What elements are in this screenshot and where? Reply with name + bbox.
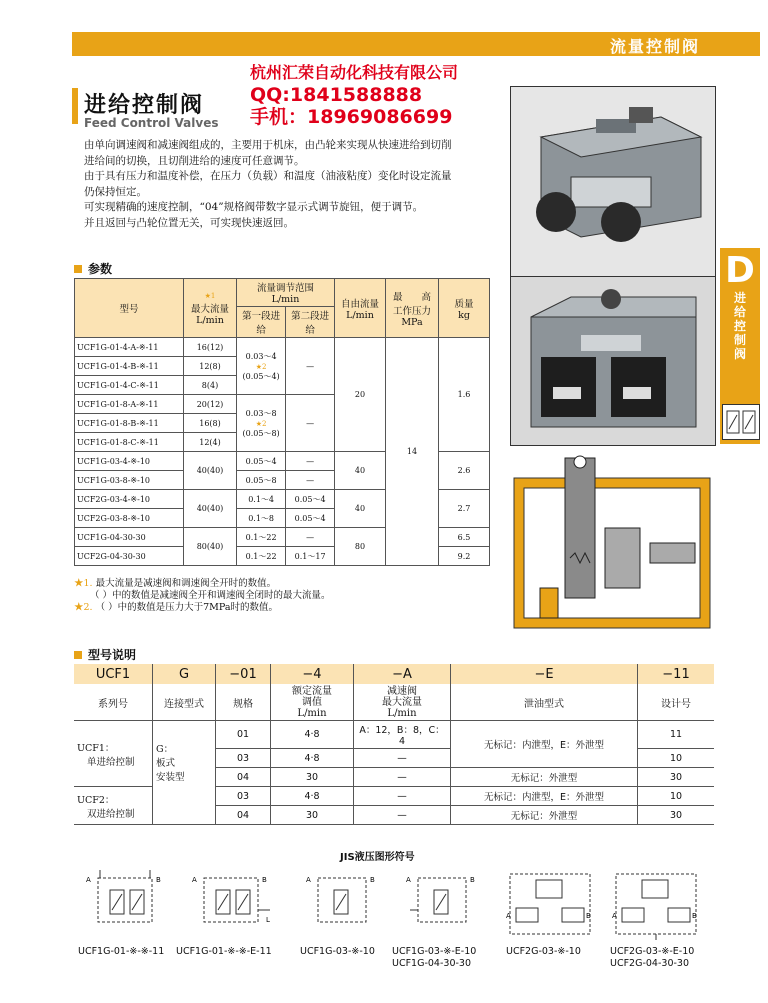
model-cell: UCF1G-01-8-A-※-11 xyxy=(75,395,184,414)
col-free-flow-label: 自由流量 xyxy=(340,298,379,310)
free-cell: 80 xyxy=(335,528,386,566)
decel-cell: — xyxy=(354,749,451,768)
decel-cell: A：12，B：8，C：4 xyxy=(354,721,451,749)
col-stage1: 第一段进给 xyxy=(237,307,286,338)
series-ucf2-cell xyxy=(74,787,153,825)
port-a-label: A xyxy=(86,876,91,884)
valve-symbol-icon xyxy=(722,404,760,440)
col-max-flow xyxy=(184,279,237,338)
jis-label-6a: UCF2G-03-※-E-10 xyxy=(610,946,695,957)
s2-cell: — xyxy=(286,471,335,490)
series-ucf1-cell xyxy=(74,721,153,787)
port-b-label: B xyxy=(692,912,697,920)
s2-cell: 0.05～4 xyxy=(286,509,335,528)
col-max-flow-unit: L/min xyxy=(196,315,224,326)
s1-value: 0.03～4 xyxy=(245,351,277,361)
star2-marker: ★2 xyxy=(255,419,267,428)
mass-cell: 2.7 xyxy=(439,490,490,528)
port-a-label: A xyxy=(192,876,197,884)
s2-cell: 0.05～4 xyxy=(286,490,335,509)
model-cell: UCF1G-01-8-B-※-11 xyxy=(75,414,184,433)
drain-cell: 无标记：内泄型，E：外泄型 xyxy=(451,787,638,806)
col-free-flow-unit: L/min xyxy=(346,309,374,321)
col-free-flow xyxy=(335,279,386,338)
s1-cell: 0.1～4 xyxy=(237,490,286,509)
series-ucf2: UCF2： xyxy=(77,794,115,806)
port-a-label: A xyxy=(506,912,511,920)
decel-cell: — xyxy=(354,787,451,806)
valve-photo-2 xyxy=(510,276,716,446)
company-watermark xyxy=(250,62,458,128)
mass-cell: 2.6 xyxy=(439,452,490,490)
s1-cell xyxy=(237,395,286,452)
model-cell: UCF1G-01-8-C-※-11 xyxy=(75,433,184,452)
s2-cell: — xyxy=(286,528,335,547)
label-size: 规格 xyxy=(216,684,271,721)
design-cell: 30 xyxy=(638,768,715,787)
col-stage2: 第二段进给 xyxy=(286,307,335,338)
cross-section-image xyxy=(510,448,714,634)
free-cell: 20 xyxy=(335,338,386,452)
decel-cell: — xyxy=(354,768,451,787)
col-pressure-unit: MPa xyxy=(401,316,423,328)
jis-symbol-6 xyxy=(612,870,702,944)
category-label: 进给控制阀 xyxy=(733,291,746,361)
table-notes xyxy=(74,578,331,614)
note-2-text: （ ）中的数值是压力大于7MPa时的数值。 xyxy=(95,602,279,613)
label-flow: 额定流量 调值 L/min xyxy=(271,684,354,721)
label-conn: 连接型式 xyxy=(153,684,216,721)
flow-cell: 20(12) xyxy=(184,395,237,414)
size-cell: 04 xyxy=(216,806,271,825)
model-cell: UCF2G-03-8-※-10 xyxy=(75,509,184,528)
jis-symbol-1 xyxy=(80,870,170,944)
flow-cell: 30 xyxy=(271,768,354,787)
col-model: 型号 xyxy=(75,279,184,338)
params-table xyxy=(74,278,490,566)
s2-cell: — xyxy=(286,338,335,395)
code-drain: −E xyxy=(451,664,638,684)
jis-label-2: UCF1G-01-※-※-E-11 xyxy=(176,946,272,957)
star2-marker: ★2 xyxy=(255,362,267,371)
conn-g: G： xyxy=(156,744,174,755)
s1-cell: 0.05～8 xyxy=(237,471,286,490)
s1-cell: 0.05～4 xyxy=(237,452,286,471)
col-range xyxy=(237,279,335,307)
label-decel: 减速阀 最大流量 L/min xyxy=(354,684,451,721)
model-cell: UCF1G-01-4-A-※-11 xyxy=(75,338,184,357)
params-section-title: 参数 xyxy=(88,262,113,276)
series-ucf2-desc: 双进给控制 xyxy=(87,808,135,820)
s2-cell: — xyxy=(286,452,335,471)
s1-cell: 0.1～8 xyxy=(237,509,286,528)
code-flow: −4 xyxy=(271,664,354,684)
code-size: −01 xyxy=(216,664,271,684)
port-a-label: A xyxy=(306,876,311,884)
s1-cell: 0.1～22 xyxy=(237,528,286,547)
company-qq: QQ:1841588888 xyxy=(250,84,423,106)
page-title: 进给控制阀 xyxy=(84,93,205,118)
note-2-star: ★2. xyxy=(74,602,93,613)
port-b-label: B xyxy=(586,912,591,920)
jis-title: JIS液压图形符号 xyxy=(340,852,415,863)
label-drain: 泄油型式 xyxy=(451,684,638,721)
jis-label-4a: UCF1G-03-※-E-10 xyxy=(392,946,477,957)
conn-desc2: 安装型 xyxy=(156,772,185,783)
intro-line: 进给间的切换，且切削进给的速度可任意调节。 xyxy=(84,154,305,167)
jis-label-4 xyxy=(392,946,476,970)
col-range-unit: L/min xyxy=(271,294,300,305)
jis-label-4b: UCF1G-04-30-30 xyxy=(392,958,472,969)
size-cell: 03 xyxy=(216,749,271,768)
note-1 xyxy=(74,578,331,590)
col-mass-unit: kg xyxy=(458,309,470,321)
intro-line: 可实现精确的速度控制，“04”规格阀带数字显示式调节旋钮，便于调节。 xyxy=(84,201,424,213)
code-decel: −A xyxy=(354,664,451,684)
cross-section-diagram xyxy=(510,448,714,634)
label-series: 系列号 xyxy=(74,684,153,721)
s1-cell xyxy=(237,338,286,395)
flow-cell: 80(40) xyxy=(184,528,237,566)
decel-cell: — xyxy=(354,806,451,825)
drain-cell: 无标记：内泄型，E：外泄型 xyxy=(451,721,638,768)
model-code-table xyxy=(74,664,714,825)
s1-value: 0.03～8 xyxy=(245,408,277,418)
s1-cell: 0.1～22 xyxy=(237,547,286,566)
flow-cell: 8(4) xyxy=(184,376,237,395)
free-cell: 40 xyxy=(335,452,386,490)
model-cell: UCF2G-03-4-※-10 xyxy=(75,490,184,509)
flow-cell: 16(12) xyxy=(184,338,237,357)
design-cell: 11 xyxy=(638,721,715,749)
flow-cell: 12(8) xyxy=(184,357,237,376)
category-letter: D xyxy=(725,250,755,291)
note-1-star: ★1. xyxy=(74,578,93,589)
mass-cell: 6.5 xyxy=(439,528,490,547)
s2-cell: 0.1～17 xyxy=(286,547,335,566)
intro-line: 由单向调速阀和减速阀组成的，主要用于机床，由凸轮来实现从快速进给到切削 xyxy=(84,139,452,151)
port-a-label: A xyxy=(406,876,411,884)
col-max-flow-label: 最大流量 xyxy=(190,304,229,315)
intro-line: 仍保持恒定。 xyxy=(84,185,147,198)
company-mobile: 手机：18969086699 xyxy=(250,106,453,128)
port-b-label: B xyxy=(156,876,161,884)
port-b-label: B xyxy=(370,876,375,884)
model-section-title: 型号说明 xyxy=(88,648,137,662)
intro-text xyxy=(84,138,494,231)
company-name: 杭州汇荣自动化科技有限公司 xyxy=(250,63,459,82)
jis-label-6 xyxy=(610,946,694,970)
flow-cell: 4·8 xyxy=(271,749,354,768)
intro-line: 由于具有压力和温度补偿，在压力（负载）和温度（油液粘度）变化时设定流量 xyxy=(84,170,452,182)
drain-cell: 无标记：外泄型 xyxy=(451,806,638,825)
series-ucf1-desc: 单进给控制 xyxy=(87,756,135,768)
jis-symbol-5 xyxy=(506,870,596,944)
free-cell: 40 xyxy=(335,490,386,528)
section-header-bar xyxy=(72,32,760,56)
note-2 xyxy=(74,602,331,614)
design-cell: 10 xyxy=(638,787,715,806)
col-pressure xyxy=(386,279,439,338)
jis-symbol-3 xyxy=(302,870,382,944)
port-a-label: A xyxy=(612,912,617,920)
port-b-label: B xyxy=(470,876,475,884)
valve-photo-1 xyxy=(510,86,716,278)
model-cell: UCF1G-01-4-B-※-11 xyxy=(75,357,184,376)
s1-value-alt: (0.05～4) xyxy=(242,371,280,381)
col-range-label: 流量调节范围 xyxy=(256,283,314,294)
port-l-label: L xyxy=(266,916,270,924)
design-cell: 30 xyxy=(638,806,715,825)
mass-cell: 9.2 xyxy=(439,547,490,566)
size-cell: 01 xyxy=(216,721,271,749)
jis-symbol-2 xyxy=(186,870,276,944)
jis-label-1: UCF1G-01-※-※-11 xyxy=(78,946,165,957)
model-cell: UCF1G-03-8-※-10 xyxy=(75,471,184,490)
intro-line: 并且返回与凸轮位置无关，可实现快速返回。 xyxy=(84,216,294,229)
flow-cell: 4·8 xyxy=(271,787,354,806)
section-title: 流量控制阀 xyxy=(609,37,700,56)
code-design: −11 xyxy=(638,664,715,684)
valve-photo-2-image xyxy=(511,277,715,445)
mass-cell: 1.6 xyxy=(439,338,490,452)
size-cell: 04 xyxy=(216,768,271,787)
flow-cell: 12(4) xyxy=(184,433,237,452)
code-conn: G xyxy=(153,664,216,684)
model-cell: UCF1G-03-4-※-10 xyxy=(75,452,184,471)
title-accent xyxy=(72,88,78,124)
page-subtitle: Feed Control Valves xyxy=(84,116,219,130)
series-ucf1: UCF1： xyxy=(77,742,115,754)
drain-cell: 无标记：外泄型 xyxy=(451,768,638,787)
model-cell: UCF2G-04-30-30 xyxy=(75,547,184,566)
jis-label-5: UCF2G-03-※-10 xyxy=(506,946,581,957)
model-cell: UCF1G-04-30-30 xyxy=(75,528,184,547)
code-series: UCF1 xyxy=(74,664,153,684)
pressure-cell: 14 xyxy=(386,338,439,566)
jis-label-3: UCF1G-03-※-10 xyxy=(300,946,375,957)
s2-cell: — xyxy=(286,395,335,452)
design-cell: 10 xyxy=(638,749,715,768)
star-marker: ★1 xyxy=(204,292,216,300)
flow-cell: 4·8 xyxy=(271,721,354,749)
port-b-label: B xyxy=(262,876,267,884)
note-1b: （ ）中的数值是减速阀全开和调速阀全闭时的最大流量。 xyxy=(90,590,331,601)
conn-desc1: 板式 xyxy=(156,758,176,769)
col-mass-label: 质量 xyxy=(454,298,474,310)
note-1-text: 最大流量是减速阀和调速阀全开时的数值。 xyxy=(95,578,277,589)
col-pressure-label: 最 高 xyxy=(392,291,431,303)
model-cell: UCF1G-01-4-C-※-11 xyxy=(75,376,184,395)
jis-label-6b: UCF2G-04-30-30 xyxy=(610,958,690,969)
size-cell: 03 xyxy=(216,787,271,806)
col-pressure-label2: 工作压力 xyxy=(392,305,431,317)
flow-cell: 40(40) xyxy=(184,490,237,528)
flow-cell: 40(40) xyxy=(184,452,237,490)
flow-cell: 16(8) xyxy=(184,414,237,433)
params-section-heading xyxy=(74,260,112,277)
label-design: 设计号 xyxy=(638,684,715,721)
flow-cell: 30 xyxy=(271,806,354,825)
jis-symbol-4 xyxy=(402,870,482,944)
conn-cell xyxy=(153,721,216,825)
s1-value-alt: (0.05～8) xyxy=(242,428,280,438)
model-section-heading xyxy=(74,646,136,663)
valve-photo-1-image xyxy=(511,87,715,277)
col-mass xyxy=(439,279,490,338)
